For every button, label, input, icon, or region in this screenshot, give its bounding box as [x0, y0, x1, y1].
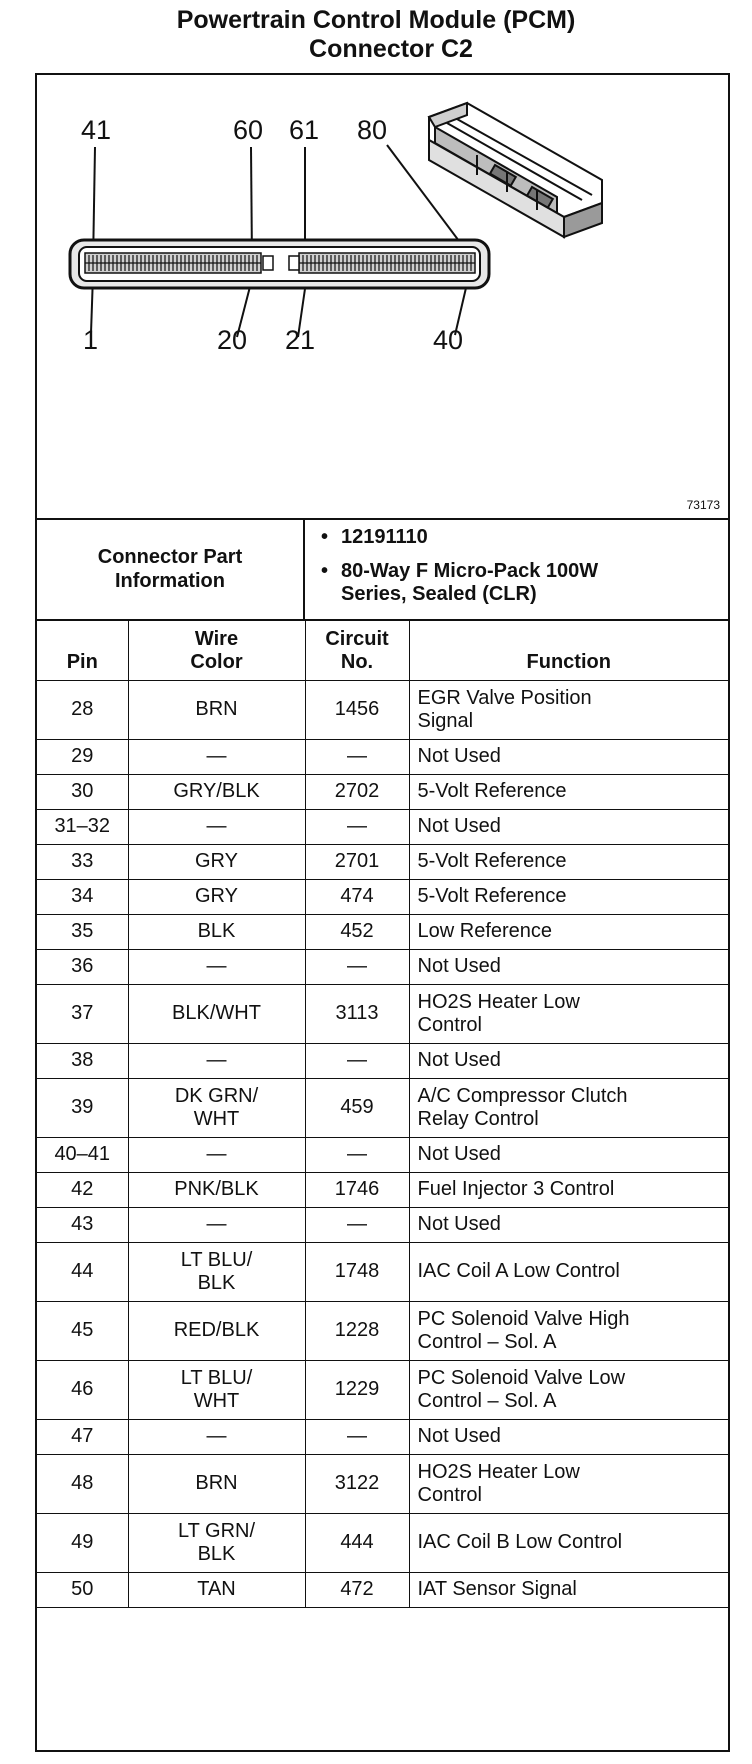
- cell-function: [409, 680, 728, 739]
- cell-wire-color: [128, 1513, 305, 1572]
- wire-color-line: TAN: [197, 1578, 236, 1600]
- function-line: PC Solenoid Valve Low: [417, 1366, 626, 1389]
- cell-circuit-no: 1456: [305, 680, 409, 739]
- cell-wire-color: [128, 949, 305, 984]
- function-line: Low Reference: [417, 920, 553, 942]
- table-row: [37, 1572, 728, 1607]
- function-line: Relay Control: [417, 1107, 539, 1130]
- cell-function: [409, 879, 728, 914]
- cell-pin: 36: [37, 949, 128, 984]
- table-row: [37, 1172, 728, 1207]
- cell-circuit-no: 3122: [305, 1454, 409, 1513]
- function-line: EGR Valve Position: [417, 686, 592, 709]
- cell-wire-color: [128, 1242, 305, 1301]
- pin-label-41: 41: [81, 115, 112, 145]
- cell-circuit-no: 1229: [305, 1360, 409, 1419]
- function-line: IAT Sensor Signal: [417, 1578, 577, 1600]
- part-info-label: Connector Part Information: [37, 518, 305, 619]
- cell-pin: 44: [37, 1242, 128, 1301]
- function-line: PC Solenoid Valve High: [417, 1307, 630, 1330]
- figure-number: 73173: [686, 498, 720, 512]
- table-row: [37, 1078, 728, 1137]
- part-number-text: 12191110: [341, 526, 428, 548]
- table-row: [37, 1454, 728, 1513]
- wire-color-line: LT GRN/: [177, 1519, 256, 1542]
- page-title: [0, 6, 752, 64]
- pin-label-80: 80: [357, 115, 388, 145]
- title-line-1: Powertrain Control Module (PCM): [176, 6, 576, 34]
- cell-pin: 40–41: [37, 1137, 128, 1172]
- pin-table-header: [37, 619, 728, 680]
- cell-function: [409, 914, 728, 949]
- cell-wire-color: [128, 1572, 305, 1607]
- function-line: HO2S Heater Low: [417, 990, 580, 1013]
- cell-circuit-no: 472: [305, 1572, 409, 1607]
- cell-pin: 31–32: [37, 809, 128, 844]
- function-line: Control – Sol. A: [417, 1389, 557, 1412]
- function-line: Control – Sol. A: [417, 1330, 557, 1353]
- function-line: IAC Coil B Low Control: [417, 1531, 623, 1553]
- part-info-values: [307, 518, 728, 619]
- function-line: Control: [417, 1013, 482, 1036]
- wire-color-line: WHT: [193, 1107, 240, 1130]
- pin-label-60: 60: [233, 115, 264, 145]
- function-line: Not Used: [417, 815, 501, 837]
- cell-pin: 29: [37, 739, 128, 774]
- cell-circuit-no: 444: [305, 1513, 409, 1572]
- wire-color-line: BLK: [197, 1271, 236, 1294]
- function-line: 5-Volt Reference: [417, 885, 567, 907]
- table-row: [37, 739, 728, 774]
- wire-color-line: GRY: [195, 885, 238, 907]
- cell-wire-color: [128, 1454, 305, 1513]
- connector-isometric-view: [429, 103, 602, 237]
- cell-circuit-no: 1228: [305, 1301, 409, 1360]
- header-function: Function: [409, 619, 728, 680]
- cell-wire-color: [128, 1301, 305, 1360]
- wire-color-line: BLK: [197, 920, 236, 942]
- table-row: [37, 984, 728, 1043]
- cell-wire-color: [128, 809, 305, 844]
- cell-pin: 47: [37, 1419, 128, 1454]
- table-row: [37, 809, 728, 844]
- cell-pin: 43: [37, 1207, 128, 1242]
- pin-label-40: 40: [433, 325, 464, 355]
- header-wire-color: [128, 619, 305, 680]
- wire-color-line: WHT: [193, 1389, 240, 1412]
- cell-circuit-no: 459: [305, 1078, 409, 1137]
- cell-circuit-no: —: [305, 1207, 409, 1242]
- cell-circuit-no: —: [305, 949, 409, 984]
- wire-color-line: —: [206, 955, 227, 977]
- wire-color-line: LT BLU/: [180, 1366, 253, 1389]
- cell-pin: 46: [37, 1360, 128, 1419]
- wire-color-line: PNK/BLK: [174, 1178, 259, 1200]
- cell-wire-color: [128, 739, 305, 774]
- cell-function: [409, 1172, 728, 1207]
- cell-circuit-no: 474: [305, 879, 409, 914]
- wire-color-line: BRN: [195, 1472, 238, 1494]
- cell-function: [409, 984, 728, 1043]
- cell-function: [409, 1360, 728, 1419]
- function-line: Fuel Injector 3 Control: [417, 1178, 615, 1200]
- cell-function: [409, 949, 728, 984]
- title-line-2: Connector C2: [309, 35, 473, 63]
- cell-pin: 49: [37, 1513, 128, 1572]
- cell-pin: 34: [37, 879, 128, 914]
- cell-pin: 33: [37, 844, 128, 879]
- header-wire-color-line-2: Color: [190, 650, 243, 673]
- wire-color-line: BLK/WHT: [172, 1002, 261, 1024]
- function-line: Control: [417, 1483, 482, 1506]
- function-line: A/C Compressor Clutch: [417, 1084, 628, 1107]
- cell-pin: 35: [37, 914, 128, 949]
- wire-color-line: —: [206, 1143, 227, 1165]
- table-row: [37, 844, 728, 879]
- cell-pin: 50: [37, 1572, 128, 1607]
- wire-color-line: GRY: [195, 850, 238, 872]
- wire-color-line: —: [206, 1049, 227, 1071]
- connector-diagram: [37, 75, 728, 520]
- wire-color-line: —: [206, 1425, 227, 1447]
- cell-pin: 30: [37, 774, 128, 809]
- cell-circuit-no: —: [305, 1043, 409, 1078]
- part-description-line-1: 80-Way F Micro-Pack 100W: [341, 560, 599, 582]
- cell-wire-color: [128, 844, 305, 879]
- function-line: Not Used: [417, 1425, 501, 1447]
- cell-function: [409, 1454, 728, 1513]
- cell-circuit-no: —: [305, 809, 409, 844]
- cell-function: [409, 809, 728, 844]
- cell-wire-color: [128, 680, 305, 739]
- cell-function: [409, 844, 728, 879]
- table-row: [37, 680, 728, 739]
- header-pin: Pin: [37, 619, 128, 680]
- function-line: Not Used: [417, 1143, 501, 1165]
- part-description-line-2: Series, Sealed (CLR): [341, 583, 537, 605]
- cell-circuit-no: 3113: [305, 984, 409, 1043]
- cell-wire-color: [128, 1078, 305, 1137]
- pin-label-20: 20: [217, 325, 248, 355]
- cell-pin: 48: [37, 1454, 128, 1513]
- cell-wire-color: [128, 774, 305, 809]
- cell-circuit-no: —: [305, 1419, 409, 1454]
- cell-pin: 45: [37, 1301, 128, 1360]
- cell-circuit-no: 2702: [305, 774, 409, 809]
- wire-color-line: BRN: [195, 698, 238, 720]
- table-row: [37, 1360, 728, 1419]
- pin-label-21: 21: [285, 325, 316, 355]
- cell-circuit-no: 2701: [305, 844, 409, 879]
- table-row: [37, 1207, 728, 1242]
- function-line: Signal: [417, 709, 474, 732]
- table-row: [37, 1137, 728, 1172]
- cell-circuit-no: —: [305, 739, 409, 774]
- cell-wire-color: [128, 1360, 305, 1419]
- cell-function: [409, 1242, 728, 1301]
- cell-wire-color: [128, 879, 305, 914]
- cell-circuit-no: 452: [305, 914, 409, 949]
- part-info: [37, 518, 728, 621]
- cell-wire-color: [128, 1419, 305, 1454]
- cell-wire-color: [128, 1172, 305, 1207]
- cell-function: [409, 774, 728, 809]
- cell-function: [409, 1043, 728, 1078]
- cell-pin: 37: [37, 984, 128, 1043]
- cell-function: [409, 1078, 728, 1137]
- table-row: [37, 1043, 728, 1078]
- pin-label-1: 1: [83, 325, 99, 355]
- cell-pin: 42: [37, 1172, 128, 1207]
- cell-function: [409, 1137, 728, 1172]
- table-row: [37, 1513, 728, 1572]
- header-wire-color-line-1: Wire: [194, 627, 239, 650]
- header-circuit-no: [305, 619, 409, 680]
- table-row: [37, 1301, 728, 1360]
- bullet-icon: •: [321, 560, 329, 582]
- function-line: Not Used: [417, 1213, 501, 1235]
- table-row: [37, 774, 728, 809]
- cell-circuit-no: 1748: [305, 1242, 409, 1301]
- wire-color-line: DK GRN/: [174, 1084, 259, 1107]
- cell-pin: 38: [37, 1043, 128, 1078]
- table-row: [37, 914, 728, 949]
- cell-wire-color: [128, 1207, 305, 1242]
- pin-label-61: 61: [289, 115, 320, 145]
- cell-function: [409, 739, 728, 774]
- wire-color-line: LT BLU/: [180, 1248, 253, 1271]
- cell-function: [409, 1301, 728, 1360]
- cell-function: [409, 1513, 728, 1572]
- function-line: 5-Volt Reference: [417, 850, 567, 872]
- wire-color-line: GRY/BLK: [173, 780, 260, 802]
- table-row: [37, 879, 728, 914]
- header-circuit-no-line-2: No.: [340, 650, 374, 673]
- function-line: Not Used: [417, 1049, 501, 1071]
- pin-table: [37, 619, 728, 1608]
- cell-function: [409, 1572, 728, 1607]
- function-line: Not Used: [417, 955, 501, 977]
- cell-function: [409, 1207, 728, 1242]
- wire-color-line: BLK: [197, 1542, 236, 1565]
- function-line: Not Used: [417, 745, 501, 767]
- cell-function: [409, 1419, 728, 1454]
- cell-wire-color: [128, 1043, 305, 1078]
- connector-frame: [35, 73, 730, 1752]
- table-row: [37, 1419, 728, 1454]
- cell-circuit-no: 1746: [305, 1172, 409, 1207]
- header-circuit-no-line-1: Circuit: [325, 627, 389, 650]
- table-row: [37, 949, 728, 984]
- wire-color-line: —: [206, 745, 227, 767]
- cell-pin: 39: [37, 1078, 128, 1137]
- cell-pin: 28: [37, 680, 128, 739]
- cell-wire-color: [128, 984, 305, 1043]
- cell-circuit-no: —: [305, 1137, 409, 1172]
- function-line: HO2S Heater Low: [417, 1460, 580, 1483]
- wire-color-line: —: [206, 1213, 227, 1235]
- cell-wire-color: [128, 914, 305, 949]
- function-line: 5-Volt Reference: [417, 780, 567, 802]
- bullet-icon: •: [321, 526, 329, 548]
- wire-color-line: RED/BLK: [173, 1319, 260, 1341]
- pin-table-body: [37, 680, 728, 1607]
- wire-color-line: —: [206, 815, 227, 837]
- cell-wire-color: [128, 1137, 305, 1172]
- table-row: [37, 1242, 728, 1301]
- function-line: IAC Coil A Low Control: [417, 1260, 620, 1282]
